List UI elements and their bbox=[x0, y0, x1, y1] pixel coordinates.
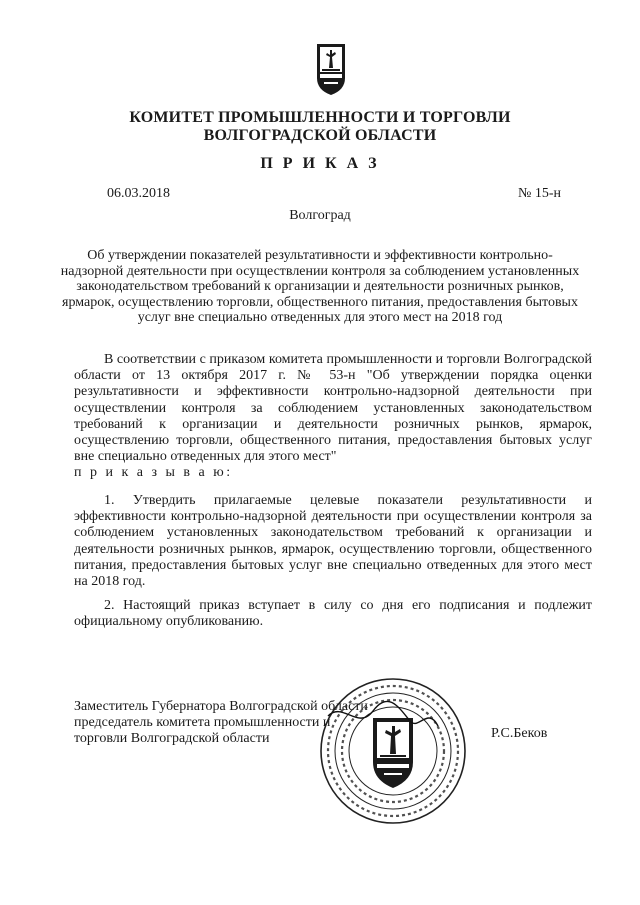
body-paragraph-preamble bbox=[74, 352, 592, 482]
order-word: п р и к а з ы в а ю: bbox=[74, 465, 233, 481]
signatory-name: Р.С.Беков bbox=[491, 726, 548, 741]
signatory-position-line2: председатель комитета промышленности и bbox=[74, 715, 331, 730]
organization-name-line2: ВОЛГОГРАДСКОЙ ОБЛАСТИ bbox=[203, 127, 437, 144]
signatory-position-line1: Заместитель Губернатора Волгоградской области bbox=[74, 699, 368, 714]
body-paragraph-item-2: 2. Настоящий приказ вступает в силу со дня его подписания и подлежит официальному опубликованию. bbox=[74, 598, 592, 630]
document-type-title: П Р И К А З bbox=[260, 155, 380, 172]
document-number: № 15-н bbox=[518, 186, 562, 201]
organization-name-line1: КОМИТЕТ ПРОМЫШЛЕННОСТИ И ТОРГОВЛИ bbox=[129, 109, 511, 126]
body-paragraph-item-1: 1. Утвердить прилагаемые целевые показатели результативности и эффективности контрольно-надзорной деятельности при осуществлении контроля за соблюдением установленных законодательством требований к организации и деятельности розничных рынков, ярмарок, осуществлению торговли, общественного питания, предоставления бытовых услуг вне специально отведенных для этого мест на 2018 год. bbox=[74, 493, 592, 590]
document-date: 06.03.2018 bbox=[107, 186, 170, 201]
preamble-text: В соответствии с приказом комитета промышленности и торговли Волгоградской области от 13 октября 2017 г. № 53-н "Об утверждении порядка оценки результативности и эффективности контрольно-надзорной деятельности при осуществлении контроля за соблюдением установленных законодательством требований к организации и деятельности розничных рынков, ярмарок, осуществлению торговли, общественного питания, предоставления бытовых услуг вне специально отведенных для этого мест" bbox=[74, 352, 592, 465]
signatory-position-line3: торговли Волгоградской области bbox=[74, 731, 270, 746]
official-stamp bbox=[318, 676, 468, 826]
document-city: Волгоград bbox=[289, 208, 351, 223]
document-subject: Об утверждении показателей результативности и эффективности контрольно-надзорной деятельности при осуществлении контроля за соблюдением установленных законодательством требований к организации и деятельности розничных рынков, ярмарок, осуществлению торговли, общественного питания, предоставления бытовых услуг вне специально отведенных для этого мест на 2018 год bbox=[60, 248, 580, 325]
coat-of-arms-emblem bbox=[315, 42, 347, 96]
